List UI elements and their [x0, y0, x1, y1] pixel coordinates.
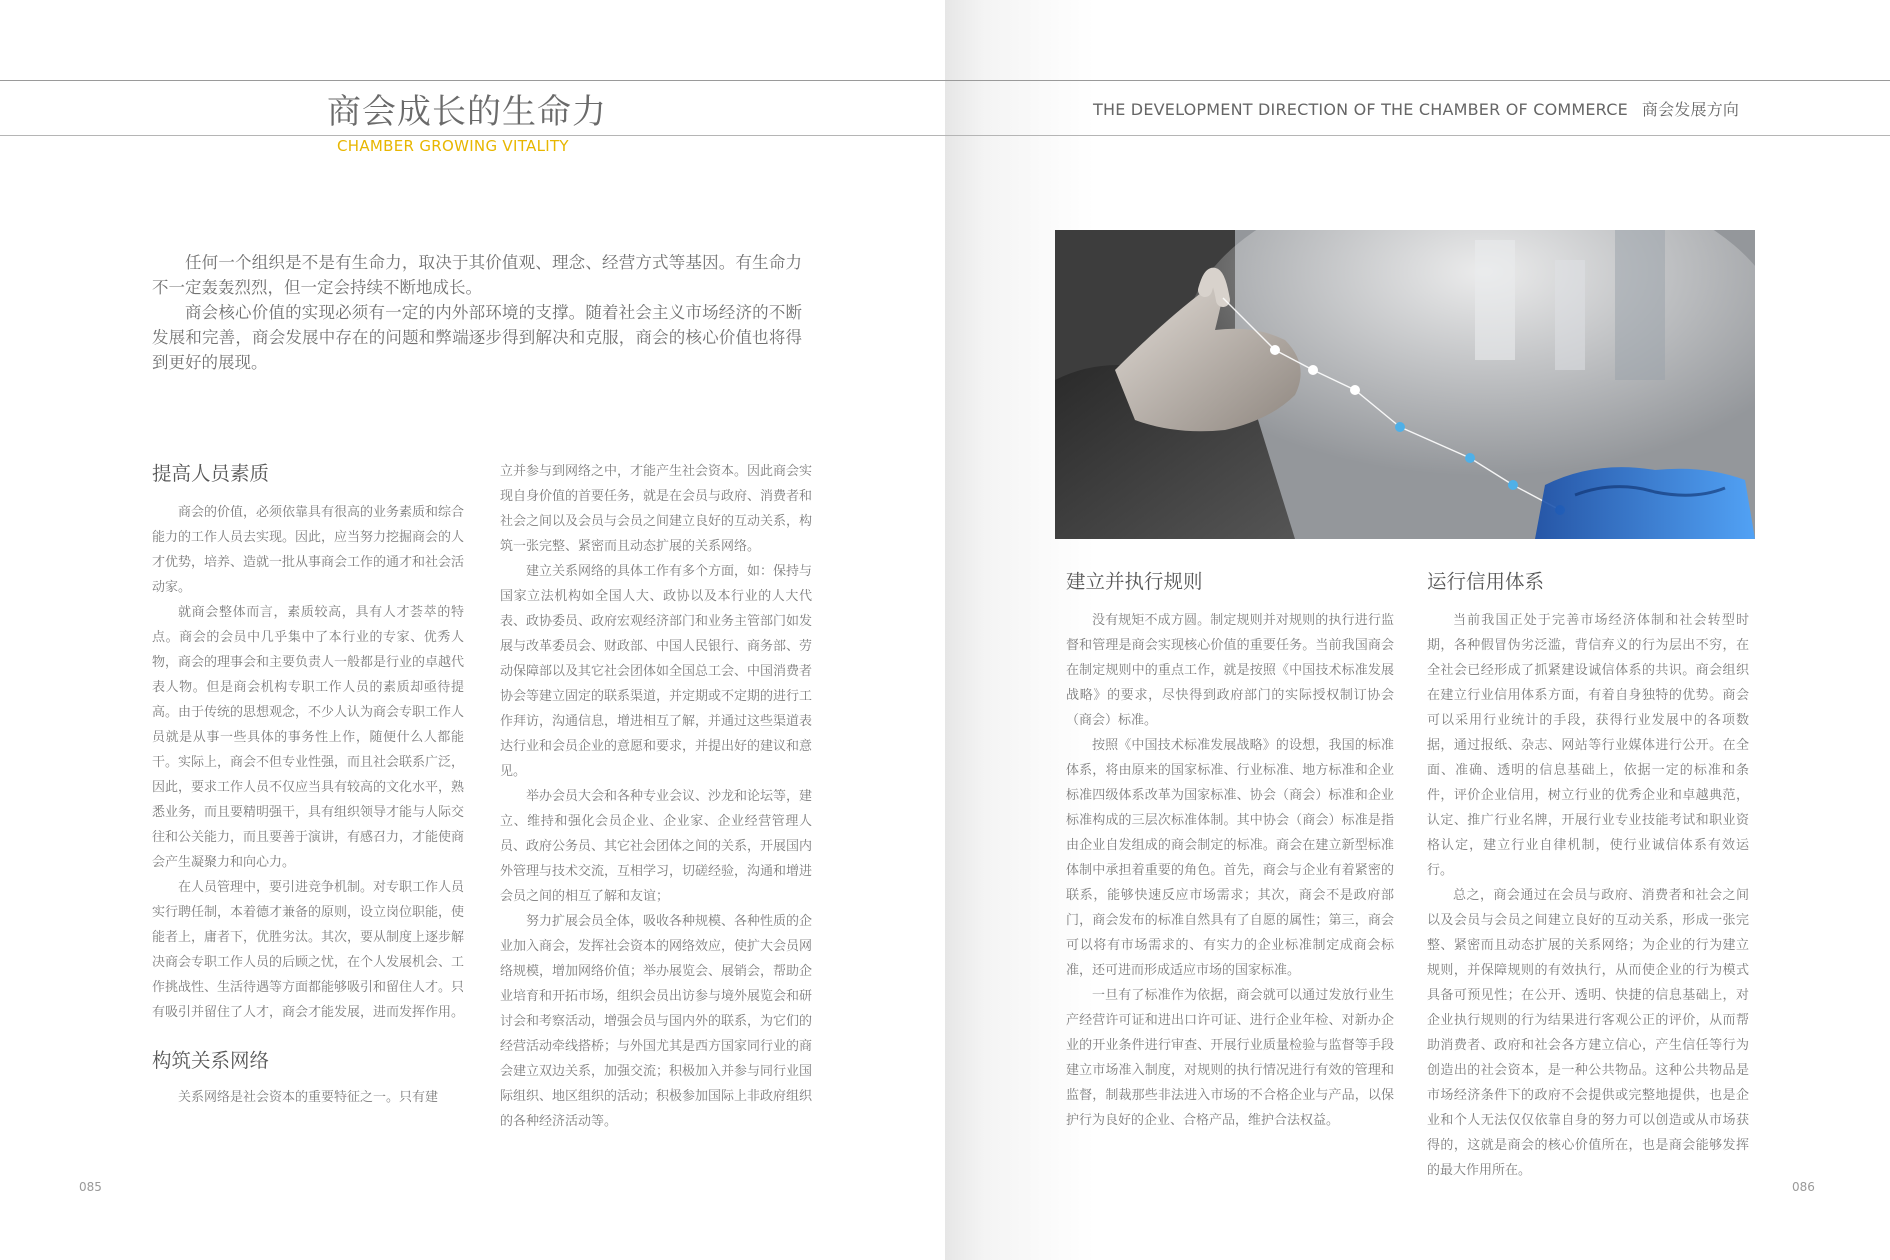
section-heading-rules: 建立并执行规则	[1066, 570, 1203, 593]
body-paragraph: 建立关系网络的具体工作有多个方面，如：保持与国家立法机构如全国人大、政协以及本行业的人大代表、政协委员、政府宏观经济部门和业务主管部门如发展与改革委员会、财政部、中国人民银行、商务部、劳动保障部以及其它社会团体如全国总工会、中国消费者协会等建立固定的联系渠道，并定期或不定期的进行工作拜访，沟通信息，增进相互了解，并通过这些渠道表达行业和会员企业的意愿和要求，并提出好的建议和意见。	[500, 564, 813, 779]
body-paragraph: 一旦有了标准作为依据，商会就可以通过发放行业生产经营许可证和进出口许可证、进行企业年检、对新办企业的开业条件进行审查、开展行业质量检验与监督等手段建立市场准入制度，对规则的执行情况进行有效的管理和监督，制裁那些非法进入市场的不合格企业与产品，以保护行为良好的企业、合格产品，维护合法权益。	[1066, 988, 1394, 1128]
photo-illustration	[1055, 230, 1755, 539]
header-top-rule	[0, 80, 1890, 81]
column-network-continued	[500, 459, 812, 1134]
header-bottom-rule	[0, 135, 1890, 136]
page-subtitle: CHAMBER GROWING VITALITY	[337, 137, 569, 155]
intro-paragraph: 商会核心价值的实现必须有一定的内外部环境的支撑。随着社会主义市场经济的不断发展和完善，商会发展中存在的问题和弊端逐步得到解决和克服，商会的核心价值也将得到更好的展现。	[152, 303, 802, 372]
body-paragraph: 在人员管理中，要引进竞争机制。对专职工作人员实行聘任制，本着德才兼备的原则，设立岗位职能，使能者上，庸者下，优胜劣汰。其次，要从制度上逐步解决商会专职工作人员的后顾之忧，在个人发展机会、工作挑战性、生活待遇等方面都能够吸引和留住人才。只有吸引并留住了人才，商会才能发展，进而发挥作用。	[152, 880, 465, 1020]
body-paragraph: 举办会员大会和各种专业会议、沙龙和论坛等，建立、维持和强化会员企业、企业家、企业经营管理人员、政府公务员、其它社会团体之间的关系，开展国内外管理与技术交流，互相学习，切磋经验，沟通和增进会员之间的相互了解和友谊；	[500, 789, 813, 904]
body-paragraph: 就商会整体而言，素质较高，具有人才荟萃的特点。商会的会员中几乎集中了本行业的专家、优秀人物，商会的理事会和主要负责人一般都是行业的卓越代表人物。但是商会机构专职工作人员的素质却亟待提高。由于传统的思想观念，不少人认为商会专职工作人员就是从事一些具体的事务性上作，随便什么人都能干。实际上，商会不但专业性强，而且社会联系广泛，因此，要求工作人员不仅应当具有较高的文化水平，熟悉业务，而且要精明强干，具有组织领导才能与人际交往和公关能力，而且要善于演讲，有感召力，才能使商会产生凝聚力和向心力。	[152, 605, 465, 870]
body-paragraph: 当前我国正处于完善市场经济体制和社会转型时期，各种假冒伪劣泛滥，背信弃义的行为层出不穷，在全社会已经形成了抓紧建设诚信体系的共识。商会组织在建立行业信用体系方面，有着自身独特的优势。商会可以采用行业统计的手段，获得行业发展中的各项数据，通过报纸、杂志、网站等行业媒体进行公开。在全面、准确、透明的信息基础上，依据一定的标准和条件，评价企业信用，树立行业的优秀企业和卓越典范，认定、推广行业名牌，开展行业专业技能考试和职业资格认定，建立行业自律机制，使行业诚信体系有效运行。	[1427, 613, 1749, 878]
body-paragraph: 总之，商会通过在会员与政府、消费者和社会之间以及会员与会员之间建立良好的互动关系，形成一张完整、紧密而且动态扩展的关系网络；为企业的行为建立规则，并保障规则的有效执行，从而使企业的行为模式具备可预见性；在公开、透明、快捷的信息基础上，对企业执行规则的行为结果进行客观公正的评价，从而帮助消费者、政府和社会各方建立信心，产生信任等行为创造出的社会资本，是一种公共物品。这种公共物品是市场经济条件下的政府不会提供或完整地提供，也是企业和个人无法仅仅依靠自身的努力可以创造或从市场获得的，这就是商会的核心价值所在，也是商会能够发挥的最大作用所在。	[1427, 888, 1749, 1178]
column-credit	[1427, 568, 1749, 1183]
section-heading-personnel: 提高人员素质	[152, 462, 270, 485]
intro-text	[152, 250, 802, 375]
section-heading-credit: 运行信用体系	[1427, 570, 1545, 593]
section-heading-network: 构筑关系网络	[152, 1049, 270, 1072]
page-number-right: 086	[1792, 1180, 1815, 1194]
body-paragraph: 立并参与到网络之中，才能产生社会资本。因此商会实现自身价值的首要任务，就是在会员与政府、消费者和社会之间以及会员与会员之间建立良好的互动关系，构筑一张完整、紧密而且动态扩展的关系网络。	[500, 464, 813, 554]
body-paragraph: 按照《中国技术标准发展战略》的设想，我国的标准体系，将由原来的国家标准、行业标准、地方标准和企业标准四级体系改革为国家标准、协会（商会）标准和企业标准构成的三层次标准体制。其中协会（商会）标准是指由企业自发组成的商会制定的标准。商会在建立新型标准体制中承担着重要的角色。首先，商会与企业有着紧密的联系，能够快速反应市场需求；其次，商会不是政府部门，商会发布的标准自然具有了自愿的属性；第三，商会可以将有市场需求的、有实力的企业标准制定成商会标准，还可进而形成适应市场的国家标准。	[1066, 738, 1394, 978]
running-header-english: THE DEVELOPMENT DIRECTION OF THE CHAMBER OF COMMERCE	[1093, 100, 1628, 119]
running-header	[1093, 97, 1739, 120]
body-paragraph: 没有规矩不成方圆。制定规则并对规则的执行进行监督和管理是商会实现核心价值的重要任务。当前我国商会在制定规则中的重点工作，就是按照《中国技术标准发展战略》的要求，尽快得到政府部门的实际授权制订协会（商会）标准。	[1066, 613, 1394, 728]
page-number-left: 085	[79, 1180, 102, 1194]
page-title: 商会成长的生命力	[327, 92, 607, 132]
intro-paragraph: 任何一个组织是不是有生命力，取决于其价值观、理念、经营方式等基因。有生命力不一定轰轰烈烈，但一定会持续不断地成长。	[152, 253, 802, 297]
body-paragraph: 努力扩展会员全体，吸收各种规模、各种性质的企业加入商会，发挥社会资本的网络效应，使扩大会员网络规模，增加网络价值；举办展览会、展销会，帮助企业培育和开拓市场，组织会员出访参与境外展览会和研讨会和考察活动，增强会员与国内外的联系，为它们的经营活动牵线搭桥；与外国尤其是西方国家同行业的商会建立双边关系，加强交流；积极加入并参与同行业国际组织、地区组织的活动；积极参加国际上非政府组织的各种经济活动等。	[500, 914, 813, 1129]
column-personnel	[152, 460, 464, 1110]
column-rules	[1066, 568, 1394, 1133]
body-paragraph: 关系网络是社会资本的重要特征之一。只有建	[178, 1090, 439, 1105]
body-paragraph: 商会的价值，必须依靠具有很高的业务素质和综合能力的工作人员去实现。因此，应当努力挖掘商会的人才优势，培养、造就一批从事商会工作的通才和社会活动家。	[152, 505, 465, 595]
running-header-chinese: 商会发展方向	[1641, 100, 1740, 119]
hand-network-photo	[1055, 230, 1755, 539]
